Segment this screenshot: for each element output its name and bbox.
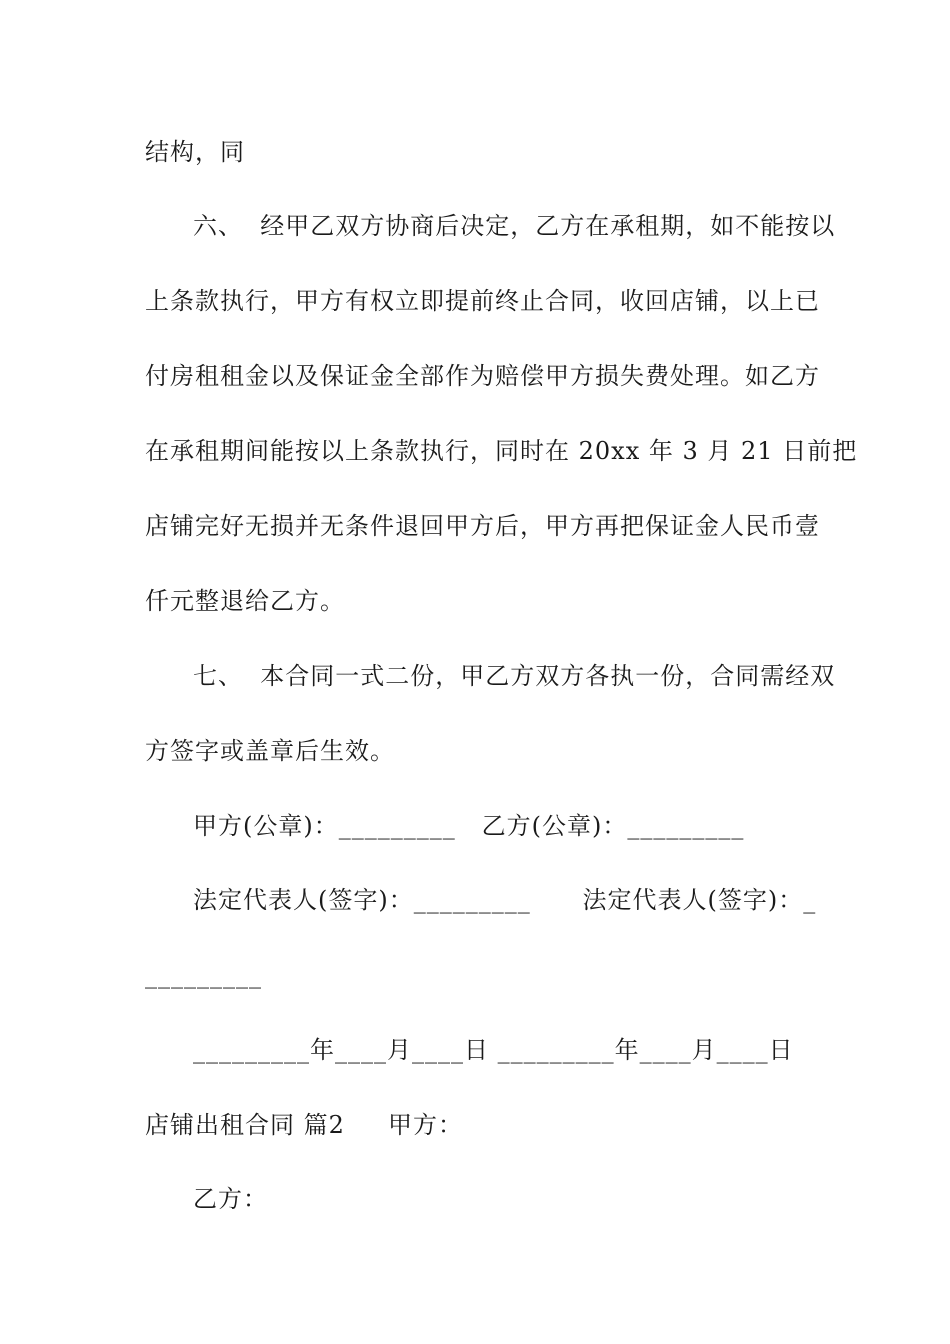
paragraph-line: 仟元整退给乙方。 xyxy=(145,587,345,615)
date-line: _________年____月____日 _________年____月____日 xyxy=(193,1036,794,1064)
clause-six-line: 六、 经甲乙双方协商后决定，乙方在承租期，如不能按以 xyxy=(193,212,836,240)
clause-seven-line: 七、 本合同一式二份，甲乙方双方各执一份，合同需经双 xyxy=(193,662,836,690)
paragraph-line: 方签字或盖章后生效。 xyxy=(145,737,395,765)
party-b-line: 乙方： xyxy=(193,1185,268,1213)
paragraph-line: 付房租租金以及保证金全部作为赔偿甲方损失费处理。如乙方 xyxy=(145,362,820,390)
paragraph-line: 结构，同 xyxy=(145,138,245,166)
paragraph-line: 店铺完好无损并无条件退回甲方后，甲方再把保证金人民币壹 xyxy=(145,512,820,540)
paragraph-line: 在承租期间能按以上条款执行，同时在 20xx 年 3 月 21 日前把 xyxy=(145,437,858,465)
paragraph-line: 上条款执行，甲方有权立即提前终止合同，收回店铺，以上已 xyxy=(145,287,820,315)
signature-line-continued: _________ xyxy=(145,961,262,989)
seal-line: 甲方(公章)：_________ 乙方(公章)：_________ xyxy=(193,812,745,840)
section-heading: 店铺出租合同 篇2 甲方： xyxy=(145,1111,464,1139)
signature-line: 法定代表人(签字)：_________ 法定代表人(签字)：_ xyxy=(193,886,817,914)
